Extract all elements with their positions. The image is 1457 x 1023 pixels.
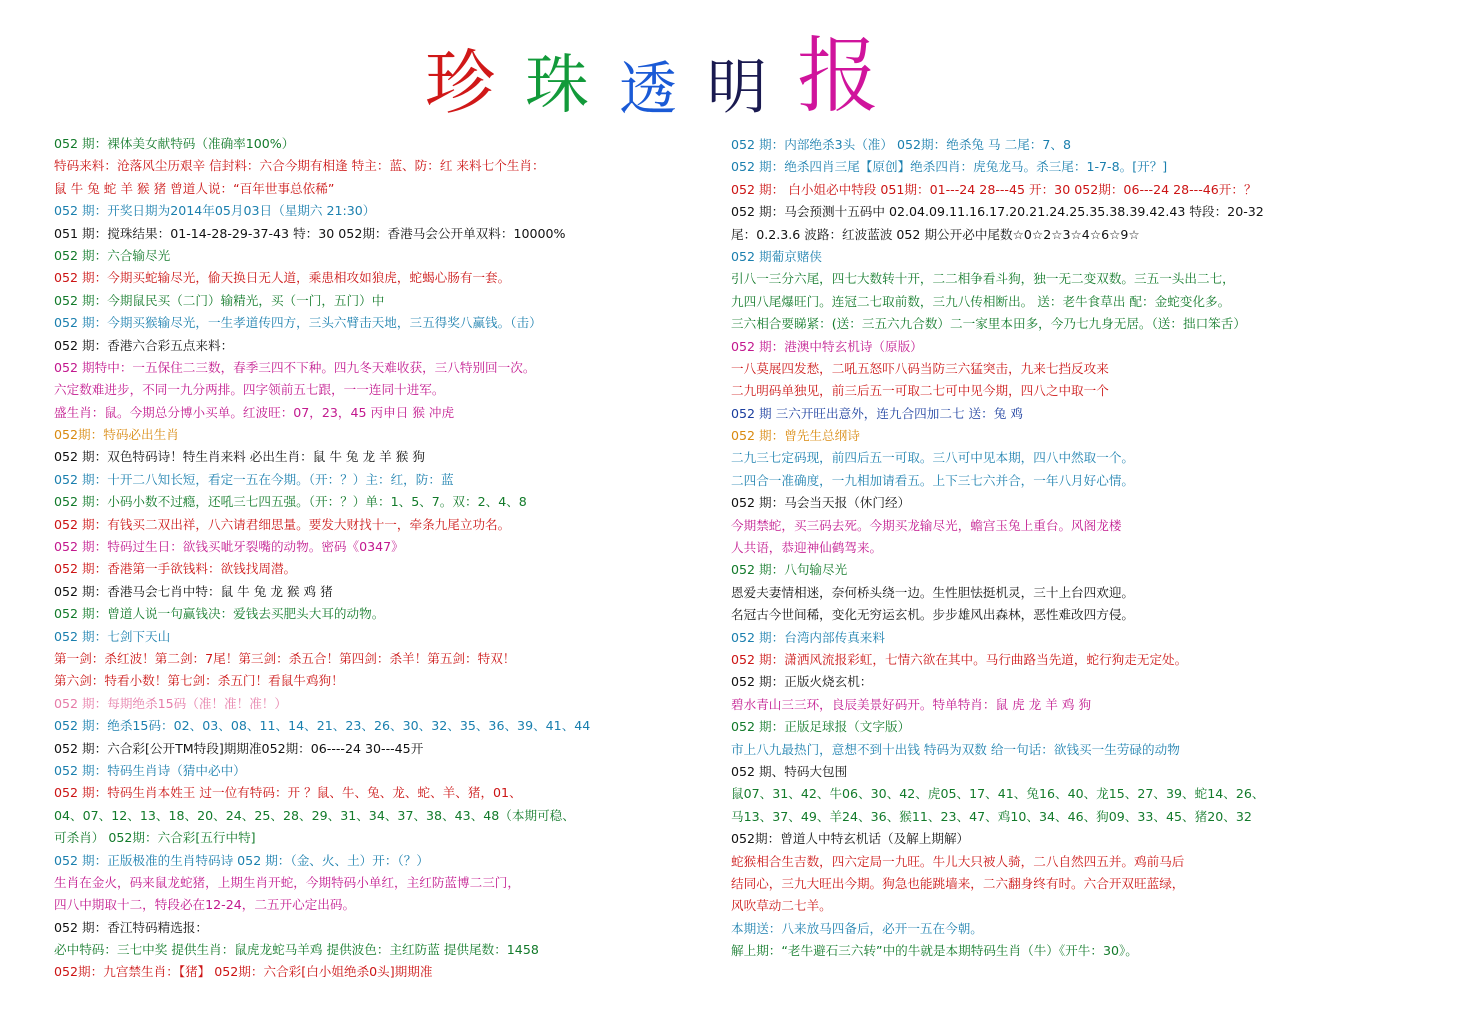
right-text-line: 三六相合要睇紧：(送：三五六九合数）二一家里本田多，今乃七九身无居。（送：拙口笨舌） [731,316,1246,332]
right-text-line: 结同心，三九大旺出今期。狗急也能跳墙来，二六翻身终有时。六合开双旺蓝绿， [731,875,1185,891]
right-text-line: 本期送：八来放马四备后，必开一五在今朝。 [731,920,983,936]
left-text-line: 052 期：香港六合彩五点来料： [54,337,234,353]
right-text-line: 052期：曾道人中特玄机话（及解上期解） [731,831,970,847]
left-text-line: 052期：特码必出生肖 [54,427,179,443]
title-char-5: 报 [797,29,880,124]
right-text-line: 052 期：马会预测十五码中 02.04.09.11.16.17.20.21.24.25.35.38.39.42.43 特段：20-32 [731,204,1264,220]
left-text-line: 052 期：开奖日期为2014年05月03日（星期六 21:30） [54,203,376,219]
right-text-line: 蛇猴相合生吉数，四六定局一九旺。牛儿大只被人骑，二八自然四五并。鸡前马后 [731,853,1185,869]
right-text-line: 052 期：港澳中特玄机诗（原版） [731,338,923,354]
right-text-line: 052 期：台湾内部传真来料 [731,629,885,645]
left-text-line: 052期：九宫禁生肖：【猪】 052期：六合彩[白小姐绝杀0头]期期准 [54,964,433,980]
right-text-line: 风吹草动二七羊。 [731,898,832,914]
left-text-line: 052 期：今期买蛇输尽光，偷天换日无人道，乘患相攻如狼虎，蛇蝎心肠有一套。 [54,270,511,286]
left-text-line: 052 期：六合输尽光 [54,247,171,263]
left-text-line: 生肖在金火，码来鼠龙蛇猪，上期生肖开蛇，今期特码小单红，主红防蓝博二三门， [54,874,520,890]
right-text-line: 一八莫展四发愁，二吼五怒吓八码当防三六猛突击，九来七挡反攻来 [731,360,1109,376]
left-text-line: 052 期：今期鼠民买（二门）输精光，买（一门，五门）中 [54,292,385,308]
right-text-line: 二九明码单独见，前三后五一可取二七可中见今期，四八之中取一个 [731,383,1109,399]
left-text-line: 052 期：绝杀15码：02、03、08、11、14、21、23、26、30、32、35、36、39、41、44 [54,718,591,734]
left-text-line: 052 期：双色特码诗！特生肖来料 必出生肖：鼠 牛 兔 龙 羊 猴 狗 [54,449,425,465]
left-text-line: 052 期特中：一五保住二三数，春季三四不下种。四九冬天难收获，三八特别回一次。 [54,359,536,375]
right-text-line: 马13、37、49、羊24、36、猴11、23、47、鸡10、34、46、狗09、33、45、猪20、32 [731,808,1252,824]
title-char-1: 珍 [425,42,495,124]
right-text-line: 鼠07、31、42、牛06、30、42、虎05、17、41、兔16、40、龙15、27、39、蛇14、26、 [731,786,1265,802]
left-text-line: 可杀肖） 052期：六合彩[五行中特] [54,830,256,846]
right-text-line: 052 期 三六开旺出意外，连九合四加二七 送：兔 鸡 [731,405,1023,421]
left-text-line: 052 期：今期买猴输尽光，一生孝道传四方，三头六臂击天地，三五得奖八赢钱。（击） [54,315,542,331]
right-text-line: 引八一三分六尾，四七大数转十开，二二相争看斗狗，独一无二变双数。三五一头出二七， [731,271,1235,287]
left-text-line: 052 期：十开二八知长短，看定一五在今期。（开：？）主：红，防：蓝 [54,471,454,487]
left-text-line: 四八中期取十二，特段必在12-24，二五开心定出码。 [54,897,356,913]
right-text-line: 052 期葡京赌侠 [731,248,823,264]
left-text-line: 052 期：香港马会七肖中特：鼠 牛 兔 龙 猴 鸡 猪 [54,583,333,599]
right-text-line: 市上八九最热门，意想不到十出钱 特码为双数 给一句话：欲钱买一生劳碌的动物 [731,741,1180,757]
right-text-line: 052 期：潇洒风流报彩虹，七情六欲在其中。马行曲路当先道，蛇行狗走无定处。 [731,651,1188,667]
right-text-line: 052 期：正版火烧玄机： [731,674,873,690]
right-column [731,134,1431,962]
left-text-line: 必中特码：三七中奖 提供生肖：鼠虎龙蛇马羊鸡 提供波色：主红防蓝 提供尾数：1458 [54,942,539,958]
left-text-line: 052 期：小码小数不过瘾，还吼三七四五强。（开：？）单：1、5、7。双：2、4、8 [54,494,527,510]
left-text-line: 052 期：曾道人说一句赢钱决：爱钱去买肥头大耳的动物。 [54,606,385,622]
title-char-3: 透 [619,55,678,123]
right-text-line: 二九三七定码现，前四后五一可取。三八可中见本期，四八中然取一个。 [731,450,1134,466]
right-text-line: 052 期：八句输尽光 [731,562,848,578]
newspaper-title [425,28,880,124]
right-text-line: 052 期： 白小姐必中特段 051期：01---24 28---45 开：30 052期：06---24 28---46开：？ [731,181,1257,197]
left-text-line: 第一剑：杀红波！第二剑：7尾！第三剑：杀五合！第四剑：杀羊！第五剑：特双！ [54,650,516,666]
right-text-line: 今期禁蛇，买三码去死。今期买龙输尽光，蟾宫玉兔上重台。风阁龙楼 [731,517,1122,533]
left-text-line: 052 期：香江特码精选报： [54,919,208,935]
left-text-line: 052 期：特码过生日：欲钱买呲牙裂嘴的动物。密码《0347》 [54,539,404,555]
right-text-line: 052 期：绝杀四肖三尾【原创】绝杀四肖：虎兔龙马。杀三尾：1-7-8。[开？] [731,159,1168,175]
left-text-line: 052 期：六合彩[公开TM特段]期期准052期：06----24 30---45开 [54,740,424,756]
right-text-line: 人共语，恭迎神仙鹤驾来。 [731,540,883,556]
right-text-line: 尾：0.2.3.6 波路：红波蓝波 052 期公开必中尾数☆0☆2☆3☆4☆6☆9☆ [731,226,1140,242]
left-text-line: 051 期：搅珠结果：01-14-28-29-37-43 特：30 052期：香港马会公开单双料：10000% [54,225,566,241]
right-text-line: 解上期：“老牛避石三六转”中的牛就是本期特码生肖（牛）《开牛：30》。 [731,943,1138,959]
right-text-line: 碧水青山三三环，良辰美景好码开。特单特肖：鼠 虎 龙 羊 鸡 狗 [731,696,1092,712]
left-text-line: 052 期：香港第一手欲钱料：欲钱找周潜。 [54,561,297,577]
right-text-line: 052 期：正版足球报（文字版） [731,719,911,735]
left-text-line: 052 期：七剑下天山 [54,628,171,644]
left-text-line: 052 期：有钱买二双出祥，八六请君细思量。要发大财找十一，牵条九尾立功名。 [54,516,511,532]
left-text-line: 052 期：正版极准的生肖特码诗 052 期：（金、火、土）开：（？） [54,852,429,868]
right-text-line: 九四八尾爆旺门。连冠二七取前数，三九八传相断出。 送：老牛食草出 配：金蛇变化多。 [731,293,1231,309]
right-text-line: 二四合一准确度，一九相加请看五。上下三七六并合，一年八月好心情。 [731,472,1134,488]
title-char-2: 珠 [525,49,589,123]
right-text-line: 052 期、特码大包围 [731,763,848,779]
left-text-line: 052 期：特码生肖诗（猜中必中） [54,762,246,778]
right-text-line: 052 期：曾先生总纲诗 [731,428,860,444]
left-text-line: 第六剑：特看小数！第七剑：杀五门！看鼠牛鸡狗！ [54,673,344,689]
left-column [54,133,704,984]
left-text-line: 052 期：每期绝杀15码（准！准！准！） [54,695,287,711]
left-text-line: 特码来料：沧落风尘历艰辛 信封料：六合今期有相逢 特主：蓝、防：红 来料七个生肖： [54,158,545,174]
left-text-line: 052 期：特码生肖本姓王 过一位有特码：开 ？鼠、牛、兔、龙、蛇、羊、猪，01、 [54,785,522,801]
right-text-line: 恩爱夫妻情相迷，奈何桥头绕一边。生性胆怯挺机灵，三十上台四欢迎。 [731,584,1134,600]
right-text-line: 名冠古今世间稀，变化无穷运玄机。步步雄风出森林，恶性难改四方侵。 [731,607,1134,623]
left-text-line: 04、07、12、13、18、20、24、25、28、29、31、34、37、38、43、48（本期可稳、 [54,807,575,823]
left-text-line: 052 期：裸体美女献特码（准确率100%） [54,136,295,151]
left-text-line: 六定数难进步，不同一九分两排。四字领前五七跟，一一连同十进军。 [54,382,445,398]
title-char-4: 明 [707,53,768,123]
right-text-line: 052 期：马会当天报（休门经） [731,495,911,511]
left-text-line: 鼠 牛 兔 蛇 羊 猴 猪 曾道人说：“百年世事总依稀” [54,180,335,196]
left-text-line: 盛生肖：鼠。今期总分博小买单。红波旺：07，23，45 丙申日 猴 冲虎 [54,404,455,420]
right-text-line: 052 期：内部绝杀3头（准） 052期：绝杀兔 马 二尾：7、8 [731,137,1072,152]
